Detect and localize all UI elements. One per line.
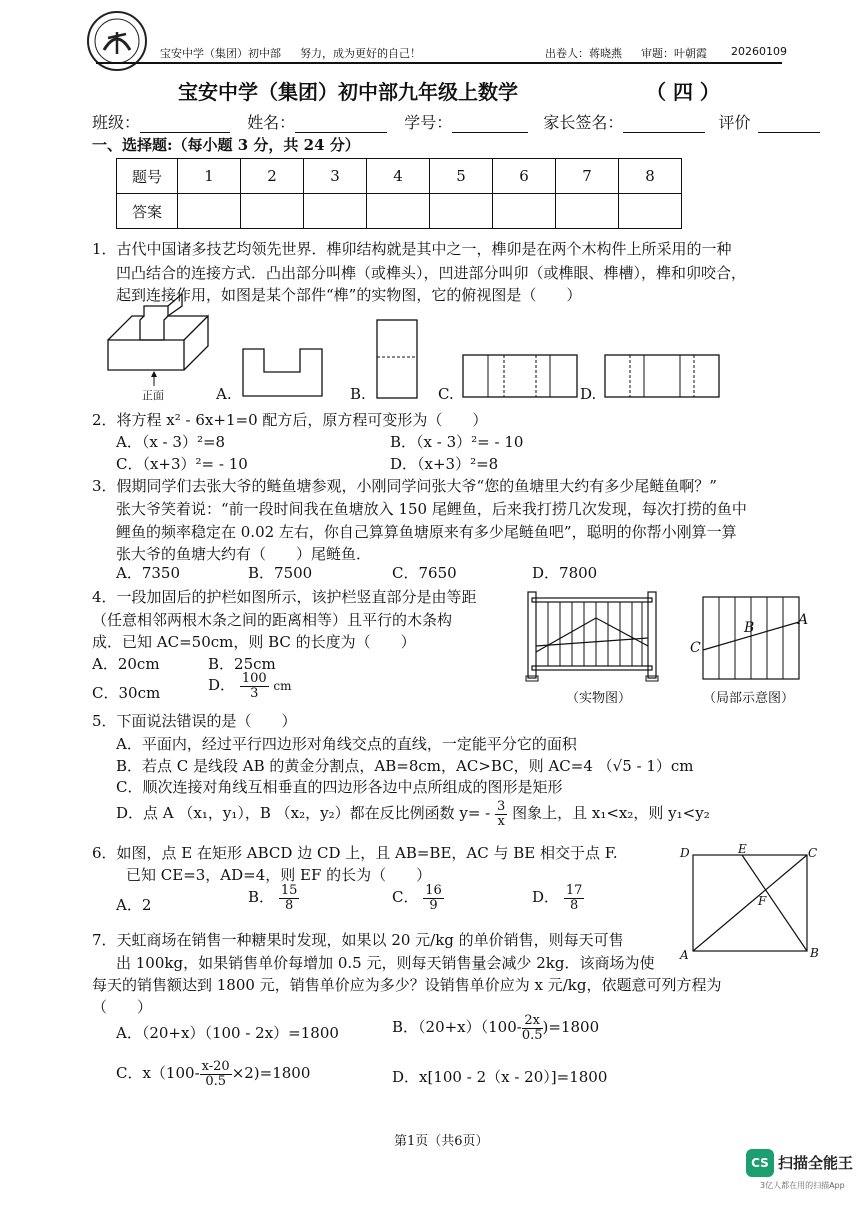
q4-d-den: 3 xyxy=(250,685,259,701)
page-title-number: （ 四 ） xyxy=(646,80,720,104)
label-d: D xyxy=(680,846,690,860)
table-cell: 8 xyxy=(619,159,682,194)
q6-option-c xyxy=(392,884,444,912)
q7-option-b xyxy=(392,1014,599,1042)
q4-option-c: C．30cm xyxy=(92,684,161,702)
header-author: 出卷人：蒋晓燕 xyxy=(545,47,622,60)
table-cell: 1 xyxy=(178,159,241,194)
q3-option-a: A．7350 xyxy=(116,564,181,582)
q4-d-num: 100 xyxy=(241,671,267,686)
q6-option-d xyxy=(532,884,584,912)
label-a: A xyxy=(798,612,809,628)
q5-d-num: 3 xyxy=(497,799,506,814)
q3-line2: 张大爷笑着说：“前一段时间我在鱼塘放入 150 尾鲤鱼，后来我打捞几次发现，每次打捞的鱼中 xyxy=(116,500,747,518)
q6-d-prefix: D． xyxy=(532,888,560,907)
table-cell: 4 xyxy=(367,159,430,194)
option-c-figure xyxy=(462,354,578,398)
fence-diagram-figure xyxy=(702,596,800,680)
q4-d-fraction xyxy=(240,672,269,700)
answer-cell[interactable] xyxy=(178,194,241,229)
q7-b-den: 0.5 xyxy=(521,1027,543,1043)
option-a-figure xyxy=(242,348,324,398)
class-label: 班级： xyxy=(92,113,141,132)
q1-tenon-figure xyxy=(104,302,216,392)
q3-line1: 3．假期同学们去张大爷的鲢鱼塘参观，小刚同学问张大爷“您的鱼塘里大约有多少尾鲢鱼啊？” xyxy=(92,477,717,495)
label-c: C xyxy=(808,846,818,860)
q7-c-prefix: C．x（100- xyxy=(116,1064,200,1083)
q6-d-den: 8 xyxy=(569,897,579,913)
q7-c-den: 0.5 xyxy=(205,1073,226,1089)
option-b-label: B. xyxy=(350,385,366,403)
answer-cell[interactable] xyxy=(556,194,619,229)
q6-b-fraction xyxy=(279,884,300,912)
q6-d-fraction xyxy=(564,884,585,912)
label-e: E xyxy=(738,842,747,856)
answer-cell[interactable] xyxy=(430,194,493,229)
q5-stem: 5．下面说法错误的是（ ） xyxy=(92,712,297,730)
option-d-figure xyxy=(604,354,720,398)
q6-line2: 已知 CE=3，AD=4，则 EF 的长为（ ） xyxy=(126,866,432,884)
header-motto: 努力，成为更好的自己！ xyxy=(300,47,421,60)
q4-option-d xyxy=(208,672,292,700)
scanner-tagline: 3亿人都在用的扫描App xyxy=(760,1181,845,1190)
header-code: 20260109 xyxy=(731,45,787,58)
q4-line3: 成．已知 AC=50cm，则 BC 的长度为（ ） xyxy=(92,633,416,651)
q6-c-fraction xyxy=(423,884,444,912)
table-cell: 答案 xyxy=(117,194,178,229)
answer-cell[interactable] xyxy=(304,194,367,229)
q7-line4: （ ） xyxy=(92,998,153,1016)
q7-option-c xyxy=(116,1060,310,1088)
q3-line4: 张大爷的鱼塘大约有（ ）尾鲢鱼． xyxy=(116,545,372,563)
q4-line2: （任意相邻两根木条之间的距离相等）且平行的木条构 xyxy=(92,611,453,629)
q7-line1: 7．天虹商场在销售一种糖果时发现，如果以 20 元/kg 的单价销售，则每天可售 xyxy=(92,931,624,949)
rectangle-abcd-figure xyxy=(692,854,808,952)
table-row xyxy=(117,194,682,229)
q5-d-den: x xyxy=(497,813,505,829)
q6-option-a: A．2 xyxy=(116,896,152,914)
q2-option-c: C．（x+3）²= - 10 xyxy=(116,455,248,473)
q2-stem: 2．将方程 x² - 6x+1=0 配方后，原方程可变形为（ ） xyxy=(92,411,488,429)
q7-option-d: D．x[100 - 2（x - 20）]=1800 xyxy=(392,1068,608,1086)
q6-c-den: 9 xyxy=(429,897,438,913)
q4-option-b: B．25cm xyxy=(208,655,276,673)
table-cell: 5 xyxy=(430,159,493,194)
id-label: 学号： xyxy=(404,113,453,132)
answer-cell[interactable] xyxy=(493,194,556,229)
q5-option-b: B．若点 C 是线段 AB 的黄金分割点，AB=8cm，AC>BC，则 AC=4 （√5 - 1）cm xyxy=(116,757,694,775)
q5-d-suffix: 图象上，且 x₁<x₂，则 y₁<y₂ xyxy=(512,804,710,823)
option-b-figure xyxy=(376,319,418,399)
q1-line2: 凹凸结合的连接方式．凸出部分叫榫（或榫头），凹进部分叫卯（或榫眼、榫槽），榫和卯咬合， xyxy=(116,264,747,282)
q7-line3: 每天的销售额达到 1800 元，销售单价应为多少？设销售单价应为 x 元/kg，依题意可列方程为 xyxy=(92,976,722,994)
option-d-label: D. xyxy=(580,385,597,403)
table-cell: 6 xyxy=(493,159,556,194)
q6-b-num: 15 xyxy=(280,883,298,898)
name-field[interactable] xyxy=(295,118,387,133)
label-a: A xyxy=(680,948,689,962)
q5-option-c: C．顺次连接对角线互相垂直的四边形各边中点所组成的图形是矩形 xyxy=(116,778,563,796)
q7-b-num: 2x xyxy=(522,1014,543,1029)
q6-option-b xyxy=(248,884,299,912)
q7-line2: 出 100kg，如果销售单价每增加 0.5 元，则每天销售量会减少 2kg．该商场为使 xyxy=(116,954,655,972)
q2-option-b: B．（x - 3）²= - 10 xyxy=(390,433,524,451)
eval-field[interactable] xyxy=(758,118,820,133)
q4-option-a: A．20cm xyxy=(92,655,160,673)
label-f: F xyxy=(758,894,767,908)
parent-field[interactable] xyxy=(623,118,705,133)
table-cell: 2 xyxy=(241,159,304,194)
answer-cell[interactable] xyxy=(367,194,430,229)
table-cell: 题号 xyxy=(117,159,178,194)
q7-b-fraction xyxy=(522,1014,543,1042)
header-school: 宝安中学（集团）初中部 xyxy=(160,47,281,60)
class-field[interactable] xyxy=(140,118,230,133)
q6-b-den: 8 xyxy=(284,897,294,913)
q6-line1: 6．如图，点 E 在矩形 ABCD 边 CD 上，且 AB=BE，AC 与 BE 相交于点 F. xyxy=(92,844,618,862)
q7-c-suffix: ×2)=1800 xyxy=(231,1064,311,1083)
answer-cell[interactable] xyxy=(241,194,304,229)
q2-option-d: D．（x+3）²=8 xyxy=(390,455,499,473)
scanner-brand: 扫描全能王 xyxy=(778,1154,854,1172)
q7-b-suffix: )=1800 xyxy=(542,1018,600,1037)
q3-option-b: B．7500 xyxy=(248,564,313,582)
answer-table xyxy=(116,158,682,229)
q6-d-num: 17 xyxy=(565,883,583,898)
fence-photo-figure xyxy=(522,588,662,684)
q1-line3: 起到连接作用，如图是某个部件“榫”的实物图，它的俯视图是（ ） xyxy=(116,286,582,304)
section-1-heading: 一、选择题:（每小题 3 分，共 24 分） xyxy=(92,136,360,154)
option-c-label: C. xyxy=(438,385,454,403)
fence-diagram-caption: （局部示意图） xyxy=(703,691,795,706)
q3-option-d: D．7800 xyxy=(532,564,598,582)
q5-option-a: A．平面内，经过平行四边形对角线交点的直线，一定能平分它的面积 xyxy=(116,735,577,753)
q5-d-fraction xyxy=(495,800,507,828)
q7-c-fraction xyxy=(200,1060,232,1088)
q6-b-prefix: B． xyxy=(248,888,275,907)
q7-c-num: x-20 xyxy=(201,1059,230,1074)
q7-b-prefix: B．（20+x）（100- xyxy=(392,1018,522,1037)
eval-label: 评价 xyxy=(718,113,751,132)
table-cell: 7 xyxy=(556,159,619,194)
header-rule xyxy=(96,62,782,64)
q6-c-prefix: C． xyxy=(392,888,419,907)
q1-line1: 1．古代中国诸多技艺均领先世界．榫卯结构就是其中之一，榫卯是在两个木构件上所采用的一种 xyxy=(92,240,732,258)
q4-d-unit: cm xyxy=(273,679,292,694)
q3-line3: 鲤鱼的频率稳定在 0.02 左右，你自己算算鱼塘原来有多少尾鲢鱼吧”，聪明的你帮小刚算一算 xyxy=(116,523,737,541)
label-b: B xyxy=(810,946,819,960)
label-c: C xyxy=(690,640,701,656)
header-reviewer: 审题：叶朝霞 xyxy=(641,47,707,60)
q4-d-prefix: D． xyxy=(208,676,236,695)
fence-photo-caption: （实物图） xyxy=(566,691,632,706)
id-field[interactable] xyxy=(452,118,528,133)
q5-option-d xyxy=(116,800,710,828)
q5-d-prefix: D．点 A （x₁，y₁），B （x₂，y₂）都在反比例函数 y= - xyxy=(116,804,491,823)
q7-option-a: A．（20+x）（100 - 2x）=1800 xyxy=(116,1024,339,1042)
page-title: 宝安中学（集团）初中部九年级上数学 xyxy=(178,80,518,104)
option-a-label: A. xyxy=(216,385,232,403)
table-cell: 3 xyxy=(304,159,367,194)
page-footer: 第1页（共6页） xyxy=(394,1134,489,1149)
table-row xyxy=(117,159,682,194)
q3-option-c: C．7650 xyxy=(392,564,457,582)
q4-line1: 4．一段加固后的护栏如图所示，该护栏竖直部分是由等距 xyxy=(92,588,477,606)
student-info-row xyxy=(92,110,820,133)
q2-option-a: A．（x - 3）²=8 xyxy=(116,433,226,451)
q6-c-num: 16 xyxy=(425,883,442,898)
front-label: 正面 xyxy=(142,389,164,402)
label-b: B xyxy=(744,620,755,636)
answer-cell[interactable] xyxy=(619,194,682,229)
scanner-logo-icon: CS xyxy=(746,1149,774,1177)
parent-label: 家长签名： xyxy=(543,113,624,132)
name-label: 姓名： xyxy=(247,113,296,132)
